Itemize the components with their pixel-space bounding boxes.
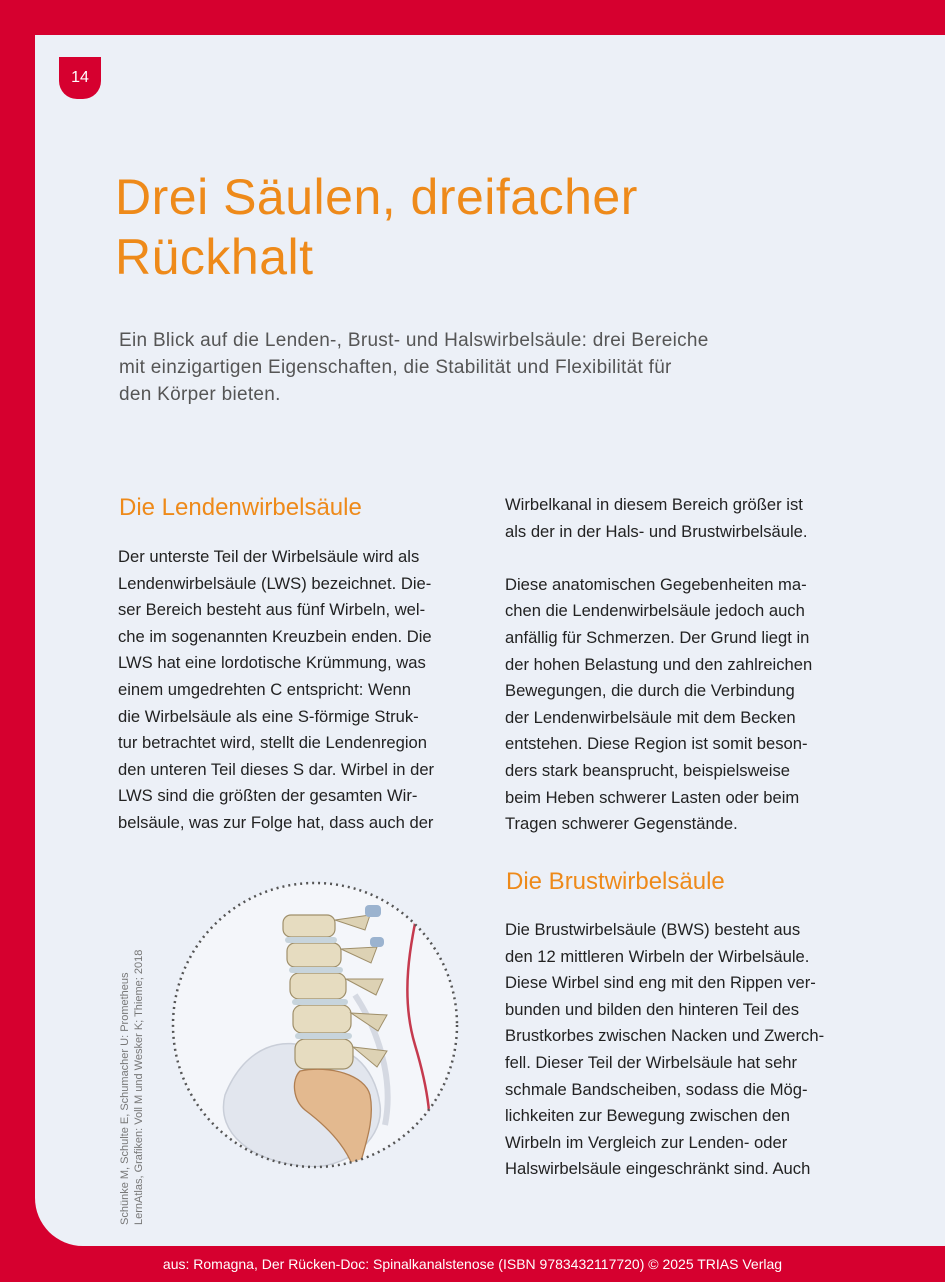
credit-line-1: Schünke M, Schulte E, Schumacher U: Prometheus	[119, 972, 131, 1225]
lead-line: mit einzigartigen Eigenschaften, die Stabilität und Flexibilität für	[119, 357, 672, 378]
text-line: lichkeiten zur Bewegung zwischen den	[505, 1106, 791, 1126]
text-line: Lendenwirbelsäule (LWS) bezeichnet. Die-	[118, 573, 432, 593]
text-line: der hohen Belastung und den zahlreichen	[505, 654, 813, 674]
title-line-2: Rückhalt	[115, 229, 314, 285]
title-line-1: Drei Säulen, dreifacher	[115, 169, 638, 225]
lead-paragraph	[119, 327, 819, 408]
text-line: Diese Wirbel sind eng mit den Rippen ver-	[505, 973, 816, 993]
lws-body	[118, 544, 478, 837]
text-line: tur betrachtet wird, stellt die Lendenregion	[118, 733, 428, 753]
text-line: der Lendenwirbelsäule mit dem Becken	[505, 707, 796, 727]
text-line: Bewegungen, die durch die Verbindung	[505, 681, 795, 701]
text-line: LWS hat eine lordotische Krümmung, was	[118, 653, 426, 673]
page-number: 14	[59, 57, 101, 99]
column2-top-body	[505, 492, 865, 838]
text-line: che im sogenannten Kreuzbein enden. Die	[118, 626, 432, 646]
lumbar-spine-illustration	[165, 875, 465, 1175]
footer-source: aus: Romagna, Der Rücken-Doc: Spinalkanalstenose (ISBN 9783432117720) © 2025 TRIAS Verlag	[162, 1256, 783, 1272]
text-line: ser Bereich besteht aus fünf Wirbeln, wel-	[118, 600, 426, 620]
bws-body	[505, 917, 865, 1183]
text-line: Wirbeln im Vergleich zur Lenden- oder	[505, 1132, 788, 1152]
text-line: Brustkorbes zwischen Nacken und Zwerch-	[505, 1026, 825, 1046]
text-line: Der unterste Teil der Wirbelsäule wird als	[118, 547, 420, 566]
text-line: bunden und bilden den hinteren Teil des	[505, 999, 800, 1019]
heading-brustwirbelsaeule: Die Brustwirbelsäule	[506, 868, 725, 895]
text-line: anfällig für Schmerzen. Der Grund liegt in	[505, 627, 810, 647]
credit-line-2: LernAtlas, Grafiken: Voll M und Wesker K; Thieme; 2018	[133, 949, 145, 1225]
text-line: fell. Dieser Teil der Wirbelsäule hat sehr	[505, 1052, 798, 1072]
page	[35, 35, 945, 1246]
text-line: einem umgedrehten C entspricht: Wenn	[118, 679, 412, 699]
lead-line: den Körper bieten.	[119, 384, 281, 405]
lead-line: Ein Blick auf die Lenden-, Brust- und Halswirbelsäule: drei Bereiche	[119, 330, 709, 351]
page-title	[115, 167, 835, 287]
text-line: den unteren Teil dieses S dar. Wirbel in der	[118, 759, 435, 779]
text-line: Halswirbelsäule eingeschränkt sind. Auch	[505, 1159, 811, 1179]
text-line: beim Heben schwerer Lasten oder beim	[505, 787, 800, 807]
text-line: LWS sind die größten der gesamten Wir-	[118, 786, 418, 806]
text-line: den 12 mittleren Wirbeln der Wirbelsäule.	[505, 946, 810, 966]
text-line: schmale Bandscheiben, sodass die Mög-	[505, 1079, 808, 1099]
text-line: als der in der Hals- und Brustwirbelsäule.	[505, 521, 808, 541]
text-line: Die Brustwirbelsäule (BWS) besteht aus	[505, 920, 801, 939]
image-credit	[118, 905, 146, 1225]
text-line: Tragen schwerer Gegenstände.	[505, 814, 738, 834]
text-line: ders stark beansprucht, beispielsweise	[505, 760, 791, 780]
text-line: belsäule, was zur Folge hat, dass auch der	[118, 812, 434, 832]
text-line: Diese anatomischen Gegebenheiten ma-	[505, 574, 807, 594]
text-line: Wirbelkanal in diesem Bereich größer ist	[505, 495, 803, 514]
heading-lendenwirbelsaeule: Die Lendenwirbelsäule	[119, 494, 362, 521]
text-line: chen die Lendenwirbelsäule jedoch auch	[505, 601, 805, 621]
text-line: die Wirbelsäule als eine S-förmige Struk-	[118, 706, 419, 726]
text-line: entstehen. Diese Region ist somit beson-	[505, 734, 808, 754]
